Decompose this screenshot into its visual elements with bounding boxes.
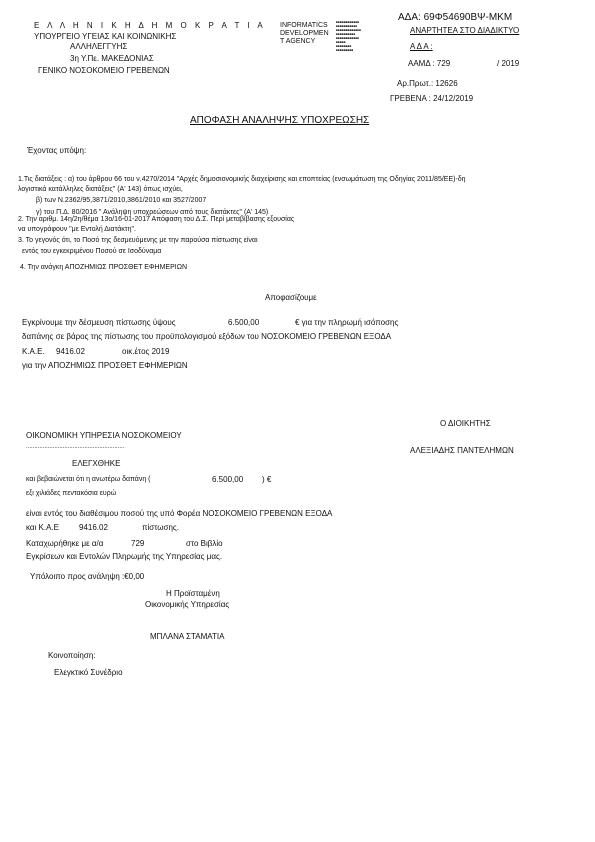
republic-heading: Ε Λ Λ Η Ν Ι Κ Η Δ Η Μ Ο Κ Ρ Α Τ Ι Α bbox=[34, 21, 266, 30]
aamd-number: ΑΑΜΔ : 729 bbox=[408, 59, 451, 68]
item-3-text-2: εντός του εγκεκριμένου Ποσού σε Ισοδύναμα bbox=[22, 248, 162, 255]
agency-line-2: DEVELOPMEN bbox=[280, 30, 329, 37]
item-1-text-3: β) των Ν.2362/95,3871/2010,3861/2010 και 3527/2007 bbox=[36, 197, 207, 204]
decision-line-1: Εγκρίνουμε την δέσμευση πίστωσης ύψους bbox=[22, 318, 176, 327]
verify-line-1b: ) € bbox=[262, 475, 272, 484]
cc-label: Κοινοποίηση: bbox=[48, 651, 96, 660]
intro-text: Έχοντας υπόψη: bbox=[27, 146, 87, 155]
verify-kae: 9416.02 bbox=[79, 523, 108, 532]
verify-credit: πίστωσης. bbox=[142, 523, 179, 532]
hospital-line: ΓΕΝΙΚΟ ΝΟΣΟΚΟΜΕΙΟ ΓΡΕΒΕΝΩΝ bbox=[38, 66, 170, 75]
item-2-text-2: να υπογράφουν "με Εντολή Διατάκτη". bbox=[18, 226, 136, 233]
item-1-text-2: λογιστικά κατάλληλες διατάξεις" (Α' 143) όπως ισχύει, bbox=[18, 186, 183, 193]
verify-amount-words: εξι χιλιάδες πεντακόσια ευρώ bbox=[26, 490, 117, 497]
verify-line-1: και βεβαιώνεται ότι η ανωτέρω δαπάνη ( bbox=[26, 476, 151, 483]
verify-amount: 6.500,00 bbox=[212, 475, 244, 484]
director-name: ΑΛΕΞΙΑΔΗΣ ΠΑΝΤΕΛΗΜΩΝ bbox=[410, 446, 514, 455]
verify-line-6: Εγκρίσεων και Εντολών Πληρωμής της Υπηρεσίας μας. bbox=[26, 552, 223, 561]
aamd-year: / 2019 bbox=[497, 59, 520, 68]
protocol-number: Αρ.Πρωτ.: 12626 bbox=[397, 79, 458, 88]
checked-label: ΕΛΕΓΧΘΗΚΕ bbox=[72, 459, 121, 468]
ministry-line: ΥΠΟΥΡΓΕΙΟ ΥΓΕΙΑΣ ΚΑΙ ΚΟΙΝΩΝΙΚΗΣ bbox=[34, 32, 177, 41]
item-1-text-4: γ) του Π.Δ. 80/2016 " Ανάληψη υποχρεώσεων από τους διατάκτες" (Α' 145) bbox=[36, 209, 269, 216]
item-4-text: 4. Την ανάγκη ΑΠΟΖΗΜΙΩΣ ΠΡΟΣΘΕΤ ΕΦΗΜΕΡΙΩΝ bbox=[20, 264, 187, 271]
ada-code: ΑΔΑ: 69Φ54690ΒΨ-ΜΚΜ bbox=[398, 12, 513, 23]
item-2-text: 2. Την αριθμ. 14η/2η/θέμα 13ο/16-01-2017 Απόφαση του Δ.Σ. Περί μεταβίβασης εξουσίας bbox=[18, 216, 295, 223]
agency-line-1: INFORMATICS bbox=[280, 22, 328, 29]
ada-label: Α Δ Α : bbox=[410, 42, 433, 51]
verify-kae-label: και Κ.Α.Ε bbox=[26, 523, 59, 532]
document-title: ΑΠΟΦΑΣΗ ΑΝΑΛΗΨΗΣ ΥΠΟΧΡΕΩΣΗΣ bbox=[190, 115, 370, 126]
post-online-note: ΑΝΑΡΤΗΤΕΑ ΣΤΟ ΔΙΑΔΙΚΤΥΟ bbox=[410, 26, 520, 35]
decision-heading: Αποφασίζουμε bbox=[265, 293, 317, 302]
head-title-1: Η Προϊσταμένη bbox=[166, 589, 220, 598]
item-3-text: 3. Το γεγονός ότι, το Ποσό της δεσμευόμενης με την παρούσα πίστωσης είναι bbox=[18, 237, 258, 244]
decision-line-2: δαπάνης σε βάρος της πίστωσης του προϋπολογισμού εξόδων του ΝΟΣΟΚΟΜΕΙΟ ΓΡΕΒΕΝΩΝ ΕΞΟΔΑ bbox=[22, 332, 392, 341]
item-1-text: 1.Τις διατάξεις : α) του άρθρου 66 του ν.4270/2014 "Αρχές δημοσιονομικής διαχείρισης και εποπτείας (ενσωμάτωση της Οδηγίας 2011/85/ΕΕ)-δη bbox=[18, 176, 466, 183]
region-line: 3η Υ.Πε. ΜΑΚΕΔΟΝΙΑΣ bbox=[70, 54, 154, 63]
verify-line-3: είναι εντός του διαθέσιμου ποσού της υπό Φορέα ΝΟΣΟΚΟΜΕΙΟ ΓΡΕΒΕΝΩΝ ΕΞΟΔΑ bbox=[26, 509, 333, 518]
decision-amount: 6.500,00 bbox=[228, 318, 260, 327]
decision-kae: 9416.02 bbox=[56, 347, 85, 356]
place-date: ΓΡΕΒΕΝΑ : 24/12/2019 bbox=[390, 94, 474, 103]
signature-dots: ........................................................... bbox=[26, 444, 125, 450]
registration-label: Καταχωρήθηκε με α/α bbox=[26, 539, 104, 548]
director-title: Ο ΔΙΟΙΚΗΤΗΣ bbox=[440, 419, 491, 428]
ministry-line-2: ΑΛΛΗΛΕΓΓΥΗΣ bbox=[70, 42, 128, 51]
agency-logo-icon: ■■■■■■■■■■■■ ■■■■■■■■■■■ ■■■■■■■■■■■■■ ■■■■■■■■■■ ■■■■■■■■■■■■ ■■■■■ ■■■■■■■■ ■■■■■■■■■ bbox=[336, 20, 362, 52]
head-title-2: Οικονομικής Υπηρεσίας bbox=[145, 600, 230, 609]
registration-number: 729 bbox=[131, 539, 145, 548]
head-name: ΜΠΛΑΝΑ ΣΤΑΜΑΤΙΑ bbox=[150, 632, 225, 641]
decision-line-4: για την ΑΠΟΖΗΜΙΩΣ ΠΡΟΣΘΕΤ ΕΦΗΜΕΡΙΩΝ bbox=[22, 361, 188, 370]
decision-fiscal-year: οικ.έτος 2019 bbox=[122, 347, 170, 356]
decision-line-1b: € για την πληρωμή ισόποσης bbox=[295, 318, 399, 327]
remaining-balance: Υπόλοιπο προς ανάληψη :€0,00 bbox=[30, 572, 145, 581]
registration-book: στο Βιβλίο bbox=[186, 539, 223, 548]
cc-recipient: Ελεγκτικό Συνέδριο bbox=[54, 668, 123, 677]
financial-service-label: ΟΙΚΟΝΟΜΙΚΗ ΥΠΗΡΕΣΙΑ ΝΟΣΟΚΟΜΕΙΟΥ bbox=[26, 431, 182, 440]
agency-line-3: T AGENCY bbox=[280, 38, 316, 45]
decision-kae-label: Κ.Α.Ε. bbox=[22, 347, 45, 356]
